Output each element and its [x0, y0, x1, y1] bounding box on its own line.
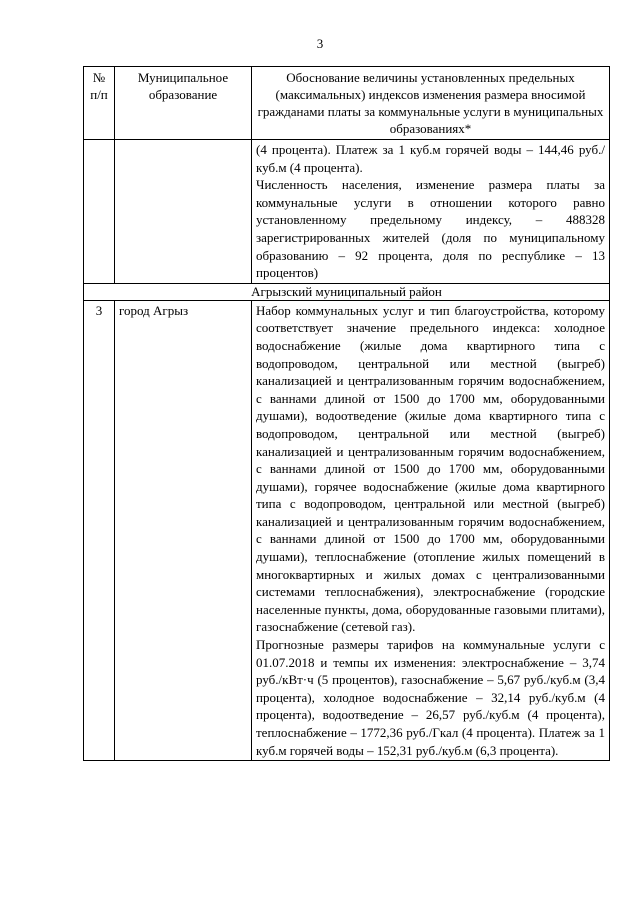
table-row — [84, 140, 610, 284]
table-row — [84, 300, 610, 760]
row-number: 3 — [84, 300, 115, 760]
row-number — [84, 140, 115, 284]
page-number: 3 — [316, 36, 324, 51]
tariff-table — [83, 66, 610, 761]
region-row — [84, 283, 610, 300]
justification-paragraph: Прогнозные размеры тарифов на коммунальные услуги с 01.07.2018 и темпы их изменения: электроснабжение – 3,74 руб./кВт·ч (5 процентов), газоснабжение – 5,67 руб./куб.м (3,4 процента), холодное водоснабжение – 32,14 руб./куб.м (4 процента), водоотведение – 26,57 руб./куб.м (4 процента), теплоснабжение – 1772,36 руб./Гкал (4 процента). Платеж за 1 куб.м горячей воды – 152,31 руб./куб.м (6,3 процента). — [256, 637, 605, 758]
region-title: Агрызский муниципальный район — [84, 283, 610, 300]
justification-paragraph: (4 процента). Платеж за 1 куб.м горячей воды – 144,46 руб./куб.м (4 процента). — [256, 142, 605, 175]
table-header-row — [84, 67, 610, 140]
header-col-municipality: Муниципальное образование — [115, 67, 252, 140]
header-col-number: № п/п — [84, 67, 115, 140]
header-col-justification: Обоснование величины установленных предельных (максимальных) индексов изменения размера вносимой гражданами платы за коммунальные услуги в муниципальных образованиях* — [252, 67, 610, 140]
justification-paragraph: Численность населения, изменение размера платы за коммунальные услуги в отношении которого равно установленному предельному индексу, – 488328 зарегистрированных жителей (доля по муниципальному образованию – 92 процента, доля по республике – 13 процентов) — [256, 177, 605, 281]
row-justification — [252, 300, 610, 760]
justification-paragraph: Набор коммунальных услуг и тип благоустройства, которому соответствует значение предельного индекса: холодное водоснабжение (жилые дома квартирного типа с водопроводом, центральной или местной (выгреб) канализацией и централизованным горячим водоснабжением, с ваннами длиной от 1500 до 1700 мм, оборудованными душами), водоотведение (жилые дома квартирного типа с водопроводом, центральной или местной (выгреб) канализацией и централизованным горячим водоснабжением, с ваннами длиной от 1500 до 1700 мм, оборудованными душами), горячее водоснабжение (жилые дома квартирного типа с водопроводом, центральной или местной (выгреб) канализацией и централизованным горячим водоснабжением, с ваннами длиной от 1500 до 1700 мм, оборудованными душами), теплоснабжение (отопление жилых помещений в многоквартирных и жилых домах с централизованными системами теплоснабжения), электроснабжение (городские населенные пункты, дома, оборудованные газовыми плитами), газоснабжение (сетевой газ). — [256, 302, 605, 635]
row-municipality — [115, 140, 252, 284]
row-justification — [252, 140, 610, 284]
row-municipality: город Агрыз — [115, 300, 252, 760]
